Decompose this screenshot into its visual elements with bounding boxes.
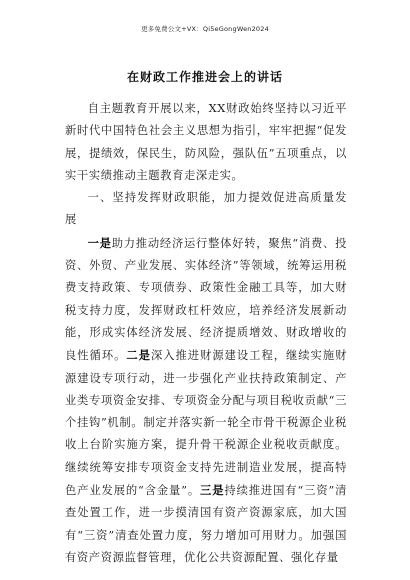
lead-second: 二是 [126,348,151,363]
document-title: 在财政工作推进会上的讲话 [126,70,283,84]
header-note: 更多免费公文+VX：Qi5eGongWen2024 [141,25,269,33]
paragraph-text-first: 助力推动经济运行整体好转，聚焦“消费、投资、外贸、产业发展、实体经济”等领域，统筹运用税费支持政策、专项债券、政策性金融工具等，加大财税支持力度，发挥财政杠杆效应，培养经济发展新动能，形成实体经济发展、经济提质增效、财政增收的良性循环。 [65,236,348,363]
paragraph-text-second: 深入推进财源建设工程，继续实施财源建设专项行动，进一步强化产业扶持政策制定、产业类专项资金安排、专项资金分配与项目税收贡献“三个挂钩”机制。制定并落实新一轮全市骨干税源企业税收上台阶实施方案，提升骨干税源企业税收贡献度。继续统筹安排专项资金支持先进制造业发展，提高特色产业发展的“含金量”。 [65,349,347,498]
intro-paragraph: 自主题教育开展以来，XX财政始终坚持以习近平新时代中国特色社会主义思想为指引，牢牢把握“促发展，提绩效，保民生，防风险，强队伍”五项重点，以实干实绩推动主题教育走深走实。 [65,102,347,182]
paragraph-text-third: 持续推进国有“三资”清查处置工作，进一步摸清国有资产资源家底，加大国有“三资”清查处置力度，努力增加可用财力。加强国有资产资源监督管理，优化公共资源配置、强化存量 [65,484,347,564]
body-paragraph [65,232,347,569]
document-body [65,98,347,569]
lead-third: 三是 [200,483,225,498]
lead-first: 一是 [87,235,112,250]
section-heading-1: 一、坚持发挥财政职能，加力提效促进高质量发展 [65,191,347,227]
